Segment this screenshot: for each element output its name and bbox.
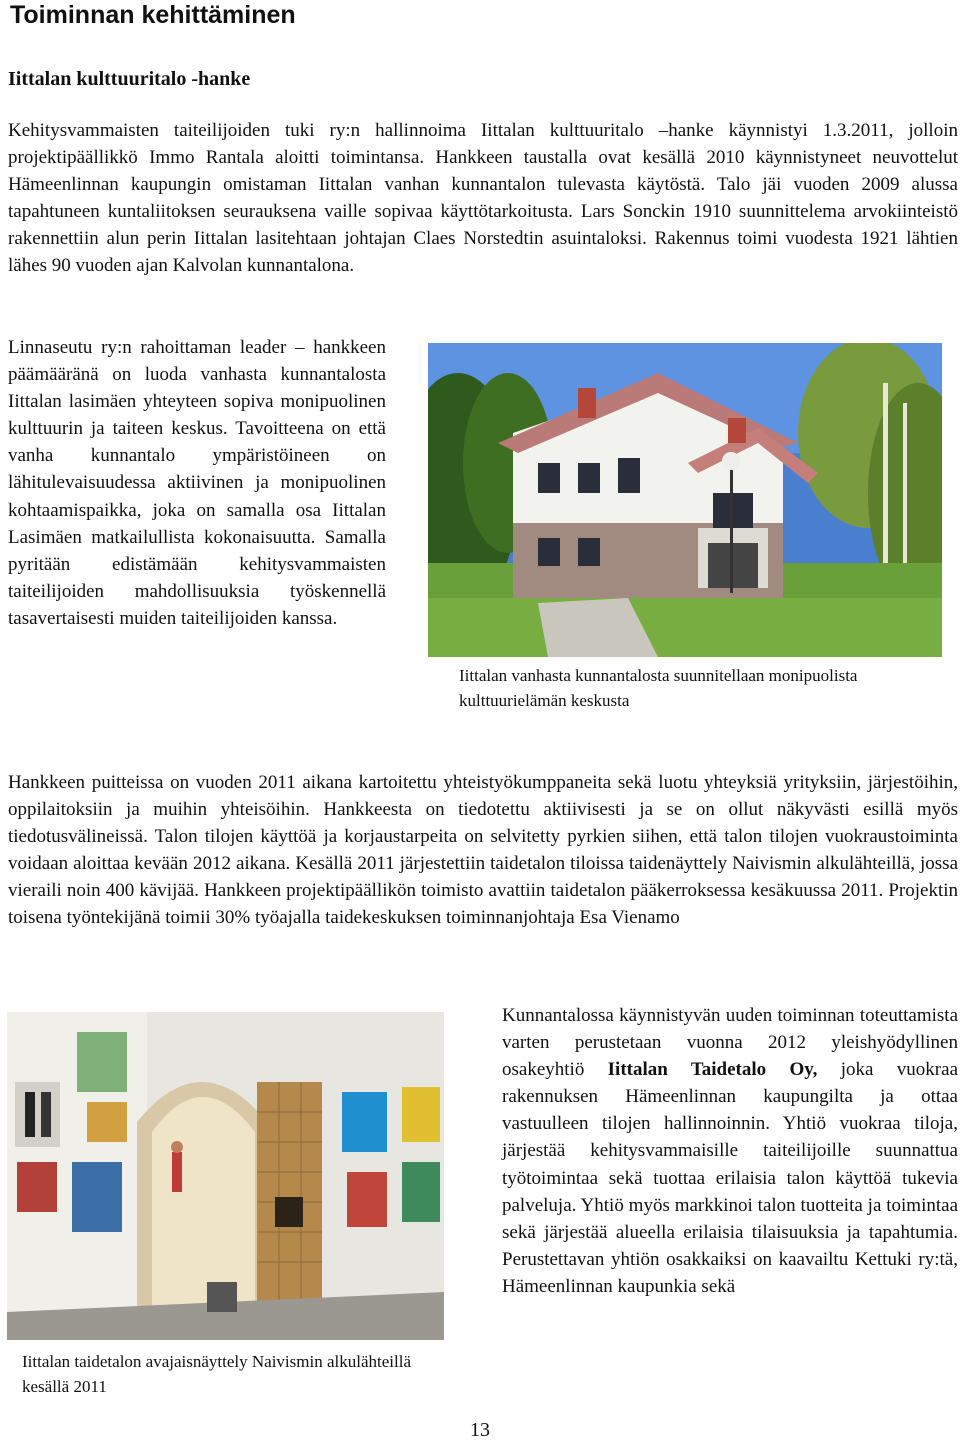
company-text-end: joka vuokraa rakennuksen Hämeenlinnan kaupungilta ja ottaa vastuulleen tilojen hallinnoinnin. Yhtiö vuokraa tiloja, järjestää kehitysvammaisille taiteilijoille suunnattua työtoimintaa sekä tuottaa erilaisia talon käyttöä tukevia palveluja. Yhtiö myös markkinoi talon tuotteita ja toimintaa sekä järjestää alueella erilaisia tilaisuuksia ja tapahtumia. Perustettavan yhtiön osakkaiksi on kaavailtu Kettuki ry:tä, Hämeenlinnan kaupunkia sekä xyxy=(502,1059,958,1297)
exhibition-photo xyxy=(7,1012,444,1340)
page-heading: Toiminnan kehittäminen xyxy=(10,1,296,29)
exhibition-caption: Iittalan taidetalon avajaisnäyttely Naivismin alkulähteillä kesällä 2011 xyxy=(22,1352,411,1396)
company-paragraph xyxy=(502,1002,958,1300)
town-hall-caption: Iittalan vanhasta kunnantalosta suunnitellaan monipuolista kulttuurielämän keskusta xyxy=(459,666,858,710)
company-text-start: Kunnantalossa käynnistyvän uuden toiminnan toteuttamista varten perustetaan vuonna 2012 yleishyödyllinen osakeyhtiö xyxy=(502,1005,958,1081)
project-progress-paragraph: Hankkeen puitteissa on vuoden 2011 aikana kartoitettu yhteistyökumppaneita sekä luotu yhteyksiä yrityksiin, järjestöihin, oppilaitoksiin ja muihin yhteisöihin. Hankkeesta on tiedotettu aktiivisesti ja se on ollut näkyvästi esillä myös tiedotusvälineissä. Talon tilojen käyttöä ja korjaustarpeita on selvitetty pyrkien siihen, että talon tilojen vuokraustoiminta voidaan aloittaa kevään 2012 aikana. Kesällä 2011 järjestettiin taidetalon tiloissa taidenäyttely Naivismin alkulähteillä, jossa vieraili noin 400 kävijää. Hankkeen projektipäällikön toimisto avattiin taidetalon pääkerroksessa kesäkuussa 2011. Projektin toisena työntekijänä toimii 30% työajalla taidekeskuksen toiminnanjohtaja Esa Vienamo xyxy=(8,772,958,929)
section-subheading: Iittalan kulttuuritalo -hanke xyxy=(8,68,251,90)
leader-project-paragraph: Linnaseutu ry:n rahoittaman leader – hankkeen päämääränä on luoda vanhasta kunnantalosta Iittalan lasimäen yhteyteen sopiva monipuolinen kulttuurin ja taiteen keskus. Tavoitteena on että vanha kunnantalo ympäristöineen on lähitulevaisuudessa aktiivinen ja monipuolinen kohtaamispaikka, joka on samalla osa Iittalan Lasimäen matkailullista kokonaisuutta. Samalla pyritään edistämään kehitysvammaisten taiteilijoiden mahdollisuuksia työskennellä tasavertaisesti muiden taiteilijoiden kanssa. xyxy=(8,337,386,629)
page-number: 13 xyxy=(470,1419,490,1441)
company-name: Iittalan Taidetalo Oy, xyxy=(607,1059,818,1081)
intro-paragraph: Kehitysvammaisten taiteilijoiden tuki ry:n hallinnoima Iittalan kulttuuritalo –hanke käynnistyi 1.3.2011, jolloin projektipäällikkö Immo Rantala aloitti toimintansa. Hankkeen taustalla ovat kesällä 2010 käynnistyneet neuvottelut Hämeenlinnan kaupungin omistaman Iittalan vanhan kunnantalon tulevasta käytöstä. Talo jäi vuoden 2009 alussa tapahtuneen kuntaliitoksen seurauksena vaille sopivaa käyttötarkoitusta. Lars Sonckin 1910 suunnittelema arvokiinteistö rakennettiin alun perin Iittalan lasitehtaan johtajan Claes Norstedtin asuintaloksi. Rakennus toimi vuodesta 1921 lähtien lähes 90 vuoden ajan Kalvolan kunnantalona. xyxy=(8,120,958,277)
town-hall-photo xyxy=(428,343,942,657)
